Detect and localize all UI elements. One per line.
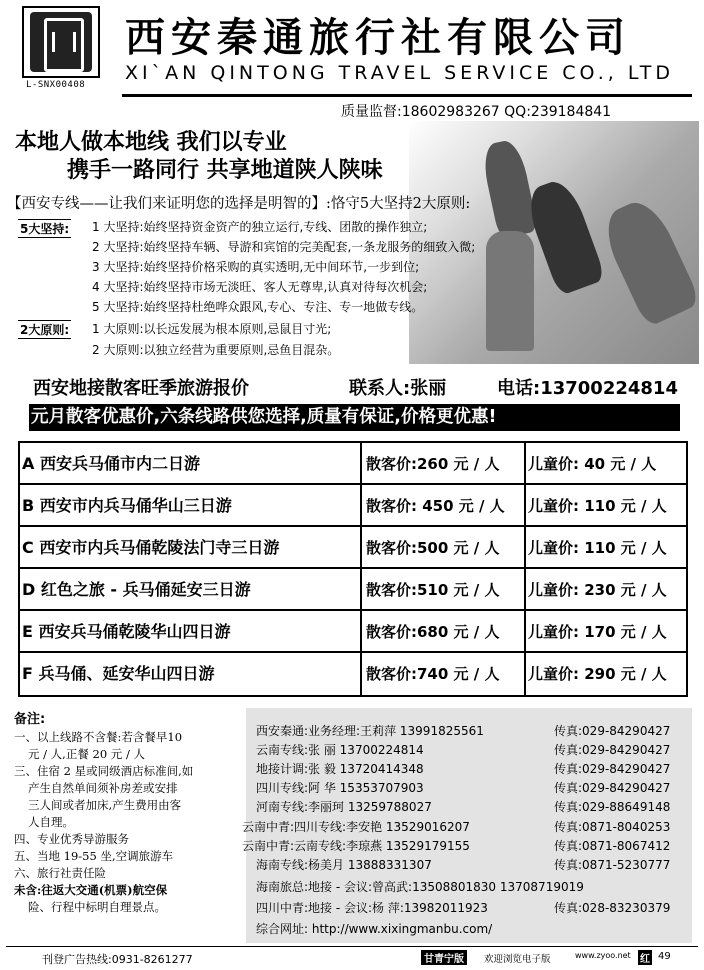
child-price: 儿童价: 170 元 / 人 [528,623,667,641]
contact-fax: 传真:029-84290427 [554,743,671,757]
qq-label: QQ: [504,104,531,120]
notes-title: 备注: [14,712,46,727]
contact-fax: 传真:029-88649148 [554,800,671,814]
notes-section [14,708,244,916]
website-link[interactable]: 综合网址: http://www.xixingmanbu.com/ [256,922,493,936]
ad-hotline: 刊登广告热线:0931-8261277 [42,953,193,966]
table-row [20,569,686,611]
header-divider [122,94,692,97]
contact-fax: 传真:029-84290427 [554,724,671,738]
horse-statue-icon [522,176,607,296]
principle-item: 2 大原则:以独立经营为重要原则,忌鱼目混杂。 [92,343,340,357]
persist-item: 4 大坚持:始终坚持市场无淡旺、客人无尊卑,认真对待每次机会; [92,280,428,294]
route-name: E 西安兵马俑乾陵华山四日游 [20,611,362,651]
principle-label: 2大原则: [18,320,71,339]
note-line: 一、以上线路不含餐:若含餐早10 [14,730,183,744]
contact-entry: 海南旅总:地接 - 会议:曾高武:13508801830 13708719019 [256,880,584,894]
horse-statue-icon [596,194,701,328]
persist-item: 2 大坚持:始终坚持车辆、导游和宾馆的完美配套,一条龙服务的细致入微; [92,240,476,254]
price-title: 西安地接散客旺季旅游报价 [33,378,249,399]
footer-tagline: 欢迎浏览电子版 [484,954,551,965]
contact-entry: 地接计调:张 毅 13720414348 [256,762,424,776]
note-line: 未含:往返大交通(机票)航空保 [14,883,168,897]
persist-label: 5大坚持: [18,219,71,238]
table-row [20,611,686,653]
note-line: 五、当地 19-55 坐,空调旅游车 [14,849,174,863]
child-price: 儿童价: 230 元 / 人 [528,581,667,599]
contact-fax: 传真:029-84290427 [554,762,671,776]
contact-entry: 河南专线:李丽珂 13259788027 [256,800,432,814]
table-row [20,485,686,527]
route-name: B 西安市内兵马俑华山三日游 [20,485,362,525]
page-number: 49 [658,951,671,962]
contact-entry: 西安秦通:业务经理:王莉萍 13991825561 [256,724,484,738]
special-line-heading: 【西安专线——让我们来证明您的选择是明智的】:恪守5大坚持2大原则: [7,196,471,212]
quality-phone: 18602983267 [401,104,500,120]
note-line: 三人间或者加床,产生费用由客 [28,798,182,812]
horse-statue-icon [480,138,539,239]
child-price: 儿童价: 40 元 / 人 [528,455,657,473]
contact-entry: 四川专线:阿 华 15353707903 [256,781,424,795]
note-line: 人自理。 [28,815,74,829]
route-name: D 红色之旅 - 兵马俑延安三日游 [20,569,362,609]
company-name-en: XI`AN QINTONG TRAVEL SERVICE CO., LTD [125,62,675,84]
contact-fax: 传真:0871-8040253 [554,820,671,834]
contact-entry: 云南中青:云南专线:李琼燕 13529179155 [242,839,470,853]
route-name: F 兵马俑、延安华山四日游 [20,653,362,695]
adult-price: 散客价:500 元 / 人 [362,527,526,567]
slogan-line-2: 携手一路同行 共享地道陕人陕味 [67,158,383,183]
company-name-cn: 西安秦通旅行社有限公司 [125,14,631,61]
adult-price: 散客价:510 元 / 人 [362,569,526,609]
logo-code: L-SNX00408 [26,80,86,90]
adult-price: 散客价:260 元 / 人 [362,443,526,483]
persist-item: 3 大坚持:始终坚持价格采购的真实透明,无中间环节,一步到位; [92,260,420,274]
adult-price: 散客价: 450 元 / 人 [362,485,526,525]
route-name: C 西安市内兵马俑乾陵法门寺三日游 [20,527,362,567]
child-price: 儿童价: 110 元 / 人 [528,497,667,515]
contact-person: 联系人:张丽 [349,378,447,399]
child-price: 儿童价: 290 元 / 人 [528,665,667,683]
issue-badge: 红 [638,950,652,965]
slogan-line-1: 本地人做本地线 我们以专业 [15,130,287,155]
qq-number: 239184841 [530,104,612,120]
persist-item: 1 大坚持:始终坚持资金资产的独立运行,专线、团散的操作独立; [92,220,428,234]
table-row [20,527,686,569]
adult-price: 散客价:740 元 / 人 [362,653,526,695]
note-line: 元 / 人,正餐 20 元 / 人 [28,747,145,761]
table-row [20,443,686,485]
persist-item: 5 大坚持:始终坚持杜绝哗众跟风,专心、专注、专一地做专线。 [92,300,424,314]
footer-url[interactable]: www.zyoo.net [575,951,631,960]
contact-fax: 传真:029-84290427 [554,781,671,795]
contact-phone: 电话:13700224814 [497,378,678,399]
warrior-statue-icon [486,231,534,351]
contact-entry: 云南中青:四川专线:李安艳 13529016207 [242,820,470,834]
logo-seal-icon [30,12,92,72]
note-line: 产生自然单间须补房差或安排 [28,781,178,795]
route-name: A 西安兵马俑市内二日游 [20,443,362,483]
company-logo [22,6,100,78]
table-row [20,653,686,695]
contact-entry: 四川中青:地接 - 会议:杨 萍:13982011923 [256,901,488,915]
child-price: 儿童价: 110 元 / 人 [528,539,667,557]
note-line: 三、住宿 2 星或同级酒店标准间,如 [14,764,194,778]
route-price-table [18,441,688,697]
contact-fax: 传真:028-83230379 [554,901,671,915]
promo-banner: 元月散客优惠价,六条线路供您选择,质量有保证,价格更优惠! [29,404,680,431]
contact-entry: 海南专线:杨美月 13888331307 [256,858,432,872]
adult-price: 散客价:680 元 / 人 [362,611,526,651]
note-line: 四、专业优秀导游服务 [14,832,129,846]
contact-fax: 传真:0871-5230777 [554,858,671,872]
contacts-panel [242,708,692,943]
quality-label: 质量监督: [341,104,402,120]
footer-divider [6,946,698,947]
principle-item: 1 大原则:以长远发展为根本原则,忌鼠目寸光; [92,322,332,336]
edition-tag: 甘青宁版 [421,950,467,965]
contact-entry: 云南专线:张 丽 13700224814 [256,743,424,757]
promo-section [5,121,699,364]
contact-fax: 传真:0871-8067412 [554,839,671,853]
note-line: 险、行程中标明自理景点。 [28,900,166,914]
quality-supervision [341,101,611,121]
note-line: 六、旅行社责任险 [14,866,106,880]
